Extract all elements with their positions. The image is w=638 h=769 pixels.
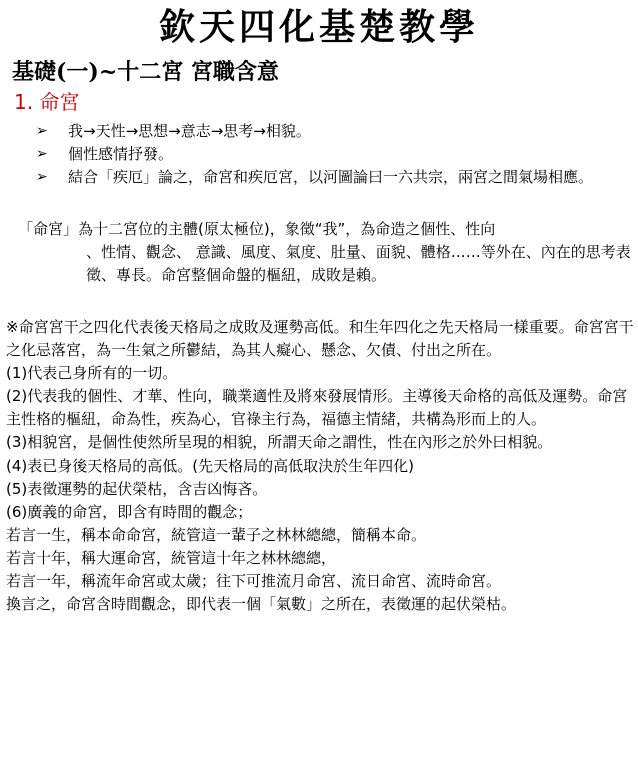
body-text bbox=[6, 316, 634, 616]
paragraph: 若言一年，稱流年命宮或太歲；往下可推流月命宮、流日命宮、流時命宮。 bbox=[6, 572, 502, 591]
list-item bbox=[36, 120, 631, 143]
bullet-text: 個性感情抒發。 bbox=[68, 145, 174, 163]
bullet-text: 結合「疾厄」論之，命宮和疾厄宮，以河圖論曰一六共宗，兩宮之間氣場相應。 bbox=[68, 168, 594, 186]
paragraph: 若言十年，稱大運命宮，統管這十年之林林總總， bbox=[6, 548, 337, 567]
intro-lead: 「命宮」為十二宮位的主體(原太極位)，象徵“我”，為命造之個性、性向 bbox=[18, 220, 496, 238]
paragraph: 換言之，命宮含時間觀念，即代表一個「氣數」之所在，表徵運的起伏榮枯。 bbox=[6, 595, 517, 614]
section-heading: 1. 命宮 bbox=[14, 90, 80, 114]
paragraph: (1)代表己身所有的一切。 bbox=[6, 364, 178, 383]
section-subtitle: 基礎(一)~十二宮 宮職含意 bbox=[12, 59, 279, 85]
paragraph: (3)相貌宮，是個性使然所呈現的相貌，所謂天命之謂性，性在內形之於外曰相貌。 bbox=[6, 433, 553, 452]
bullet-list bbox=[36, 120, 631, 189]
paragraph: (5)表徵運勢的起伏榮枯，含吉凶悔吝。 bbox=[6, 479, 268, 498]
arrow-bullet-icon: ➢ bbox=[36, 146, 48, 162]
arrow-bullet-icon: ➢ bbox=[36, 123, 48, 139]
intro-continuation: 、性情、觀念、 意識、風度、氣度、肚量、面貌、體格……等外在、內在的思考表徵、專長。命宮整個命盤的樞紐，成敗是賴。 bbox=[86, 243, 631, 284]
paragraph: (6)廣義的命宮，即含有時間的觀念； bbox=[6, 502, 253, 521]
intro-paragraph bbox=[18, 218, 633, 287]
paragraph: (4)表已身後天格局的高低。(先天格局的高低取決於生年四化) bbox=[6, 456, 414, 475]
document-title: 欽天四化基楚教學 bbox=[158, 6, 479, 48]
paragraph: (2)代表我的個性、才華、性向，職業適性及將來發展情形。主導後天命格的高低及運勢。命宮主性格的樞紐，命為性，疾為心，官祿主行為，福德主情緒，共構為形而上的人。 bbox=[6, 387, 628, 429]
arrow-bullet-icon: ➢ bbox=[36, 169, 48, 185]
paragraph: ※命宮宮干之四化代表後天格局之成敗及運勢高低。和生年四化之先天格局一樣重要。命宮宮干之化忌落宮，為一生氣之所鬱結，為其人癡心、懸念、欠債、付出之所在。 bbox=[6, 318, 634, 360]
list-item bbox=[36, 143, 631, 166]
bullet-text: 我→天性→思想→意志→思考→相貌。 bbox=[68, 122, 311, 140]
list-item bbox=[36, 166, 631, 189]
paragraph: 若言一生，稱本命命宮，統管這一輩子之林林總總，簡稱本命。 bbox=[6, 525, 427, 544]
